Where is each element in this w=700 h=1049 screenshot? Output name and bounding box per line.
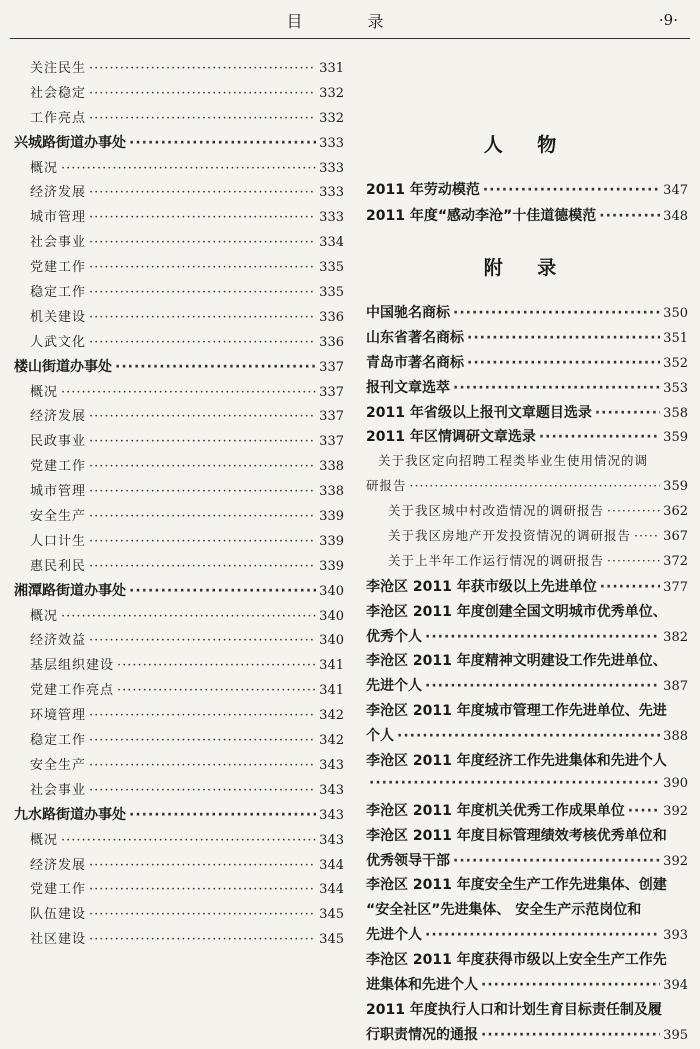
toc-entry[interactable] [14,480,344,505]
toc-entry-label: 机关建设 [30,309,87,325]
toc-entry[interactable] [14,928,344,953]
toc-entry[interactable] [14,654,344,679]
toc-entry-label: 优秀个人 [366,628,422,645]
toc-entry-label: 社区建设 [30,932,87,948]
toc-entry-label: 关于上半年工作运行情况的调研报告 [388,552,605,568]
toc-entry[interactable] [14,704,344,729]
toc-entry-label: 李沧区 2011 年度目标管理绩效考核优秀单位和 [366,827,667,844]
dot-leader [481,977,660,993]
dot-leader [89,434,316,449]
toc-entry-page: 390 [663,775,688,791]
toc-entry[interactable] [366,576,688,601]
toc-entry[interactable] [366,601,688,651]
toc-entry-page: 333 [319,210,344,226]
toc-entry-label: 青岛市著名商标 [366,354,464,371]
toc-entry[interactable] [14,57,344,82]
dot-leader [539,429,660,445]
toc-entry-label: 报刊文章选萃 [366,379,450,396]
toc-entry-label: 李沧区 2011 年度城市管理工作先进单位、先进 [366,703,667,720]
toc-entry-page: 337 [319,409,344,425]
dot-leader [89,708,316,723]
toc-entry-page: 341 [319,658,344,674]
toc-entry[interactable] [366,377,688,402]
toc-entry-label: 湘潭路街道办事处 [14,582,126,599]
dot-leader [89,260,316,275]
toc-entry-label: 先进个人 [366,678,422,695]
toc-entry-page: 340 [319,633,344,649]
toc-entry-page: 367 [663,529,688,545]
toc-entry[interactable] [14,754,344,779]
dot-leader [61,385,316,400]
dot-leader [483,182,660,198]
dot-leader [397,728,660,744]
toc-entry[interactable] [14,231,344,256]
toc-entry-line [366,924,688,949]
toc-entry-page: 343 [319,757,344,773]
toc-entry[interactable] [14,381,344,406]
toc-entry-label: 2011 年度执行人口和计划生育目标责任制及履 [366,1001,662,1018]
toc-entry-page: 353 [663,380,688,396]
dot-leader [595,405,660,421]
toc-entry[interactable] [14,107,344,132]
toc-entry-label: 工作亮点 [30,110,87,126]
toc-left-column [14,57,344,953]
toc-entry-page: 337 [319,384,344,400]
toc-entry-label: 环境管理 [30,708,87,724]
toc-entry-line [366,601,688,626]
toc-entry[interactable] [14,580,344,605]
toc-entry-page: 344 [319,857,344,873]
page-number: ·9· [658,11,678,29]
toc-entry[interactable] [14,331,344,356]
toc-entry-label: 安全生产 [30,509,87,525]
dot-leader [89,559,316,574]
toc-entry-page: 336 [319,334,344,350]
toc-entry[interactable] [14,854,344,879]
toc-entry-page: 358 [663,405,688,421]
dot-leader [89,86,316,101]
toc-entry-page: 338 [319,459,344,475]
toc-entry[interactable] [14,405,344,430]
page-header-title: 目 录 [286,12,414,31]
dot-leader [89,210,316,225]
dot-leader [453,305,660,321]
toc-entry-page: 334 [319,235,344,251]
dot-leader [89,783,316,798]
dot-leader [89,534,316,549]
dot-leader [115,359,316,375]
dot-leader [467,330,660,346]
toc-entry[interactable] [366,179,688,205]
toc-entry-page: 342 [319,733,344,749]
dot-leader [129,583,316,599]
toc-entry-label: 关于我区房地产开发投资情况的调研报告 [388,528,632,544]
toc-entry[interactable] [366,352,688,377]
toc-entry[interactable] [14,878,344,903]
toc-entry-line [366,451,688,476]
toc-entry-page: 342 [319,708,344,724]
dot-leader [467,355,660,371]
toc-entry-page: 345 [319,907,344,923]
toc-entry-line [366,700,688,725]
toc-entry-page: 333 [319,135,344,151]
toc-entry-line [366,650,688,675]
toc-entry-page: 332 [319,85,344,101]
toc-entry-line [366,476,688,501]
dot-leader [61,161,316,176]
toc-entry[interactable] [14,82,344,107]
toc-entry-line [366,899,688,924]
toc-entry-label: 兴城路街道办事处 [14,134,126,151]
toc-entry-label: 经济发展 [30,857,87,873]
toc-entry-page: 362 [663,504,688,520]
toc-entry[interactable] [366,700,688,750]
section-heading-appendix: 附 录 [483,257,571,279]
toc-entry-page: 359 [663,479,688,495]
toc-entry-page: 347 [663,183,688,198]
toc-entry-page: 393 [663,928,688,944]
toc-entry-page: 338 [319,484,344,500]
toc-entry-label: 李沧区 2011 年度经济工作先进集体和先进个人 [366,753,667,770]
toc-entry-label: 中国驰名商标 [366,305,450,321]
dot-leader [61,609,316,624]
toc-entry-line [366,825,688,850]
toc-entry-label: 概况 [30,384,59,400]
toc-entry-label: 楼山街道办事处 [14,358,112,375]
dot-leader [89,111,316,126]
toc-entry-page: 335 [319,260,344,276]
toc-entry-label: 概况 [30,608,59,624]
toc-entry[interactable] [14,679,344,704]
dot-leader [600,579,660,595]
toc-entry-line [366,999,688,1024]
toc-entry-page: 352 [663,355,688,371]
toc-entry-label: 关于我区定向招聘工程类毕业生使用情况的调 [378,453,649,469]
toc-entry[interactable] [366,402,688,427]
dot-leader [89,61,316,76]
toc-entry[interactable] [14,455,344,480]
toc-entry-label: 先进个人 [366,927,422,944]
toc-entry-label: 人口计生 [30,533,87,549]
toc-entry[interactable] [14,779,344,804]
toc-entry-label: 城市管理 [30,484,87,500]
toc-entry-line [366,775,688,800]
toc-entry-label: 关于我区城中村改造情况的调研报告 [388,503,605,519]
toc-entry[interactable] [366,825,688,875]
dot-leader [89,459,316,474]
toc-entry[interactable] [14,729,344,754]
people-entries [366,179,688,231]
toc-entry[interactable] [366,874,688,949]
toc-entry[interactable] [366,800,688,825]
toc-entry[interactable] [366,999,688,1049]
toc-entry[interactable] [366,302,688,327]
dot-leader [89,932,316,947]
toc-entry-page: 343 [319,807,344,823]
toc-entry-label: 社会稳定 [30,85,87,101]
toc-entry-line [366,850,688,875]
dot-leader [89,758,316,773]
dot-leader [89,409,316,424]
toc-entry-line [366,874,688,899]
dot-leader [89,633,316,648]
toc-entry-line [366,675,688,700]
dot-leader [481,1027,660,1043]
dot-leader [453,853,660,869]
toc-entry-label: 研报告 [366,478,407,494]
toc-entry[interactable] [14,530,344,555]
dot-leader [410,478,661,493]
toc-entry-label: 惠民利民 [30,558,87,574]
toc-entry-label: 党建工作亮点 [30,683,115,699]
toc-entry-label: 城市管理 [30,210,87,226]
dot-leader [425,678,660,694]
toc-entry[interactable] [366,650,688,700]
toc-entry-page: 395 [663,1027,688,1043]
toc-entry-label: 稳定工作 [30,285,87,301]
toc-entry-page: 344 [319,882,344,898]
toc-entry-page: 336 [319,309,344,325]
dot-leader [89,285,316,300]
toc-entry[interactable] [366,205,688,231]
toc-entry-page: 351 [663,330,688,346]
toc-entry-label: 山东省著名商标 [366,329,464,346]
toc-entry-page: 333 [319,185,344,201]
toc-entry-line [366,1024,688,1049]
toc-entry-label: 队伍建设 [30,907,87,923]
toc-entry-label: 李沧区 2011 年度获得市级以上安全生产工作先 [366,952,667,969]
toc-entry-label: 李沧区 2011 年度机关优秀工作成果单位 [366,802,625,819]
toc-entry[interactable] [14,181,344,206]
header-rule [10,38,690,39]
dot-leader [89,509,316,524]
toc-entry-page: 339 [319,558,344,574]
dot-leader [89,858,316,873]
toc-entry[interactable] [366,501,688,526]
toc-entry[interactable] [14,206,344,231]
toc-entry-line [366,725,688,750]
toc-entry-label: 经济发展 [30,185,87,201]
toc-entry-page: 340 [319,608,344,624]
toc-entry[interactable] [14,157,344,182]
toc-entry-page: 340 [319,583,344,599]
toc-entry[interactable] [14,281,344,306]
dot-leader [89,484,316,499]
toc-entry-label: 党建工作 [30,459,87,475]
dot-leader [634,528,660,543]
section-heading-people: 人 物 [483,134,571,156]
toc-entry-page: 343 [319,782,344,798]
toc-entry-label: 人武文化 [30,334,87,350]
toc-entry-line [366,750,688,775]
toc-entry[interactable] [366,551,688,576]
toc-entry[interactable] [366,426,688,451]
toc-entry-page: 392 [663,853,688,869]
toc-entry-label: 党建工作 [30,260,87,276]
toc-entry-label: 2011 年区情调研文章选录 [366,429,536,446]
toc-entry[interactable] [366,750,688,800]
dot-leader [453,380,660,396]
toc-entry-page: 388 [663,729,688,745]
dot-leader [369,775,660,791]
toc-entry-label: 2011 年劳动模范 [366,182,480,198]
toc-entry-label: 经济效益 [30,633,87,649]
toc-entry[interactable] [14,356,344,381]
toc-entry[interactable] [14,829,344,854]
toc-entry-page: 337 [319,434,344,450]
toc-entry-label: 基层组织建设 [30,658,115,674]
dot-leader [129,135,316,151]
toc-entry[interactable] [14,306,344,331]
dot-leader [89,310,316,325]
toc-entry-label: 李沧区 2011 年获市级以上先进单位 [366,578,597,595]
toc-entry[interactable] [14,903,344,928]
dot-leader [89,882,316,897]
toc-entry-page: 382 [663,629,688,645]
dot-leader [425,629,660,645]
toc-entry-page: 331 [319,61,344,76]
toc-entry-label: 党建工作 [30,882,87,898]
toc-entry-page: 339 [319,533,344,549]
dot-leader [628,803,660,819]
dot-leader [607,503,660,518]
dot-leader [117,658,316,673]
toc-entry-label: 九水路街道办事处 [14,806,126,823]
toc-entry-page: 337 [319,359,344,375]
toc-entry[interactable] [14,629,344,654]
toc-entry[interactable] [366,526,688,551]
toc-entry[interactable] [366,327,688,352]
toc-entry[interactable] [14,804,344,829]
toc-entry-label: 李沧区 2011 年度精神文明建设工作先进单位、 [366,653,667,670]
dot-leader [89,907,316,922]
toc-entry-page: 372 [663,553,688,569]
toc-entry-label: 优秀领导干部 [366,852,450,869]
toc-entry-page: 333 [319,160,344,176]
toc-entry-line [366,974,688,999]
toc-entry-label: 民政事业 [30,434,87,450]
toc-entry-page: 343 [319,832,344,848]
dot-leader [599,208,660,224]
toc-entry-page: 350 [663,306,688,321]
dot-leader [89,185,316,200]
toc-entry-label: 个人 [366,728,394,745]
dot-leader [61,833,316,848]
dot-leader [129,807,316,823]
dot-leader [425,927,660,943]
toc-entry-page: 394 [663,978,688,994]
toc-entry[interactable] [366,949,688,999]
toc-entry[interactable] [14,256,344,281]
toc-entry-label: 社会事业 [30,235,87,251]
dot-leader [607,553,660,568]
toc-entry-label: 2011 年省级以上报刊文章题目选录 [366,404,592,421]
toc-entry-page: 392 [663,803,688,819]
dot-leader [89,733,316,748]
toc-entry-page: 332 [319,110,344,126]
toc-entry-line [366,626,688,651]
toc-entry[interactable] [366,451,688,501]
dot-leader [117,683,316,698]
toc-entry-label: 行职责情况的通报 [366,1026,478,1043]
toc-entry-label: 李沧区 2011 年度创建全国文明城市优秀单位、 [366,603,667,620]
appendix-entries [366,302,688,1049]
toc-entry-page: 345 [319,932,344,948]
dot-leader [89,235,316,250]
toc-entry-label: 进集体和先进个人 [366,977,478,994]
toc-entry-page: 341 [319,683,344,699]
toc-entry-line [366,949,688,974]
toc-entry-label: 安全生产 [30,757,87,773]
toc-entry-page: 335 [319,285,344,301]
dot-leader [89,335,316,350]
toc-entry-page: 359 [663,430,688,446]
toc-entry-label: 社会事业 [30,782,87,798]
toc-entry-label: 概况 [30,832,59,848]
toc-entry[interactable] [14,555,344,580]
toc-entry[interactable] [14,605,344,630]
toc-entry-label: 李沧区 2011 年度安全生产工作先进集体、创建 [366,877,667,894]
toc-entry[interactable] [14,430,344,455]
toc-entry[interactable] [14,505,344,530]
toc-entry-label: 关注民生 [30,61,87,76]
toc-entry-label: 经济发展 [30,409,87,425]
toc-entry-page: 339 [319,509,344,525]
toc-entry-page: 387 [663,679,688,695]
toc-right-column [366,130,688,1049]
toc-entry-label: 稳定工作 [30,733,87,749]
toc-entry-label: 2011 年度“感动李沧”十佳道德模范 [366,208,597,224]
toc-entry-label: 概况 [30,160,59,176]
toc-entry-page: 377 [663,579,688,595]
toc-entry-label: “安全社区”先进集体、 安全生产示范岗位和 [366,902,642,919]
toc-entry[interactable] [14,132,344,157]
toc-entry-page: 348 [663,209,688,224]
